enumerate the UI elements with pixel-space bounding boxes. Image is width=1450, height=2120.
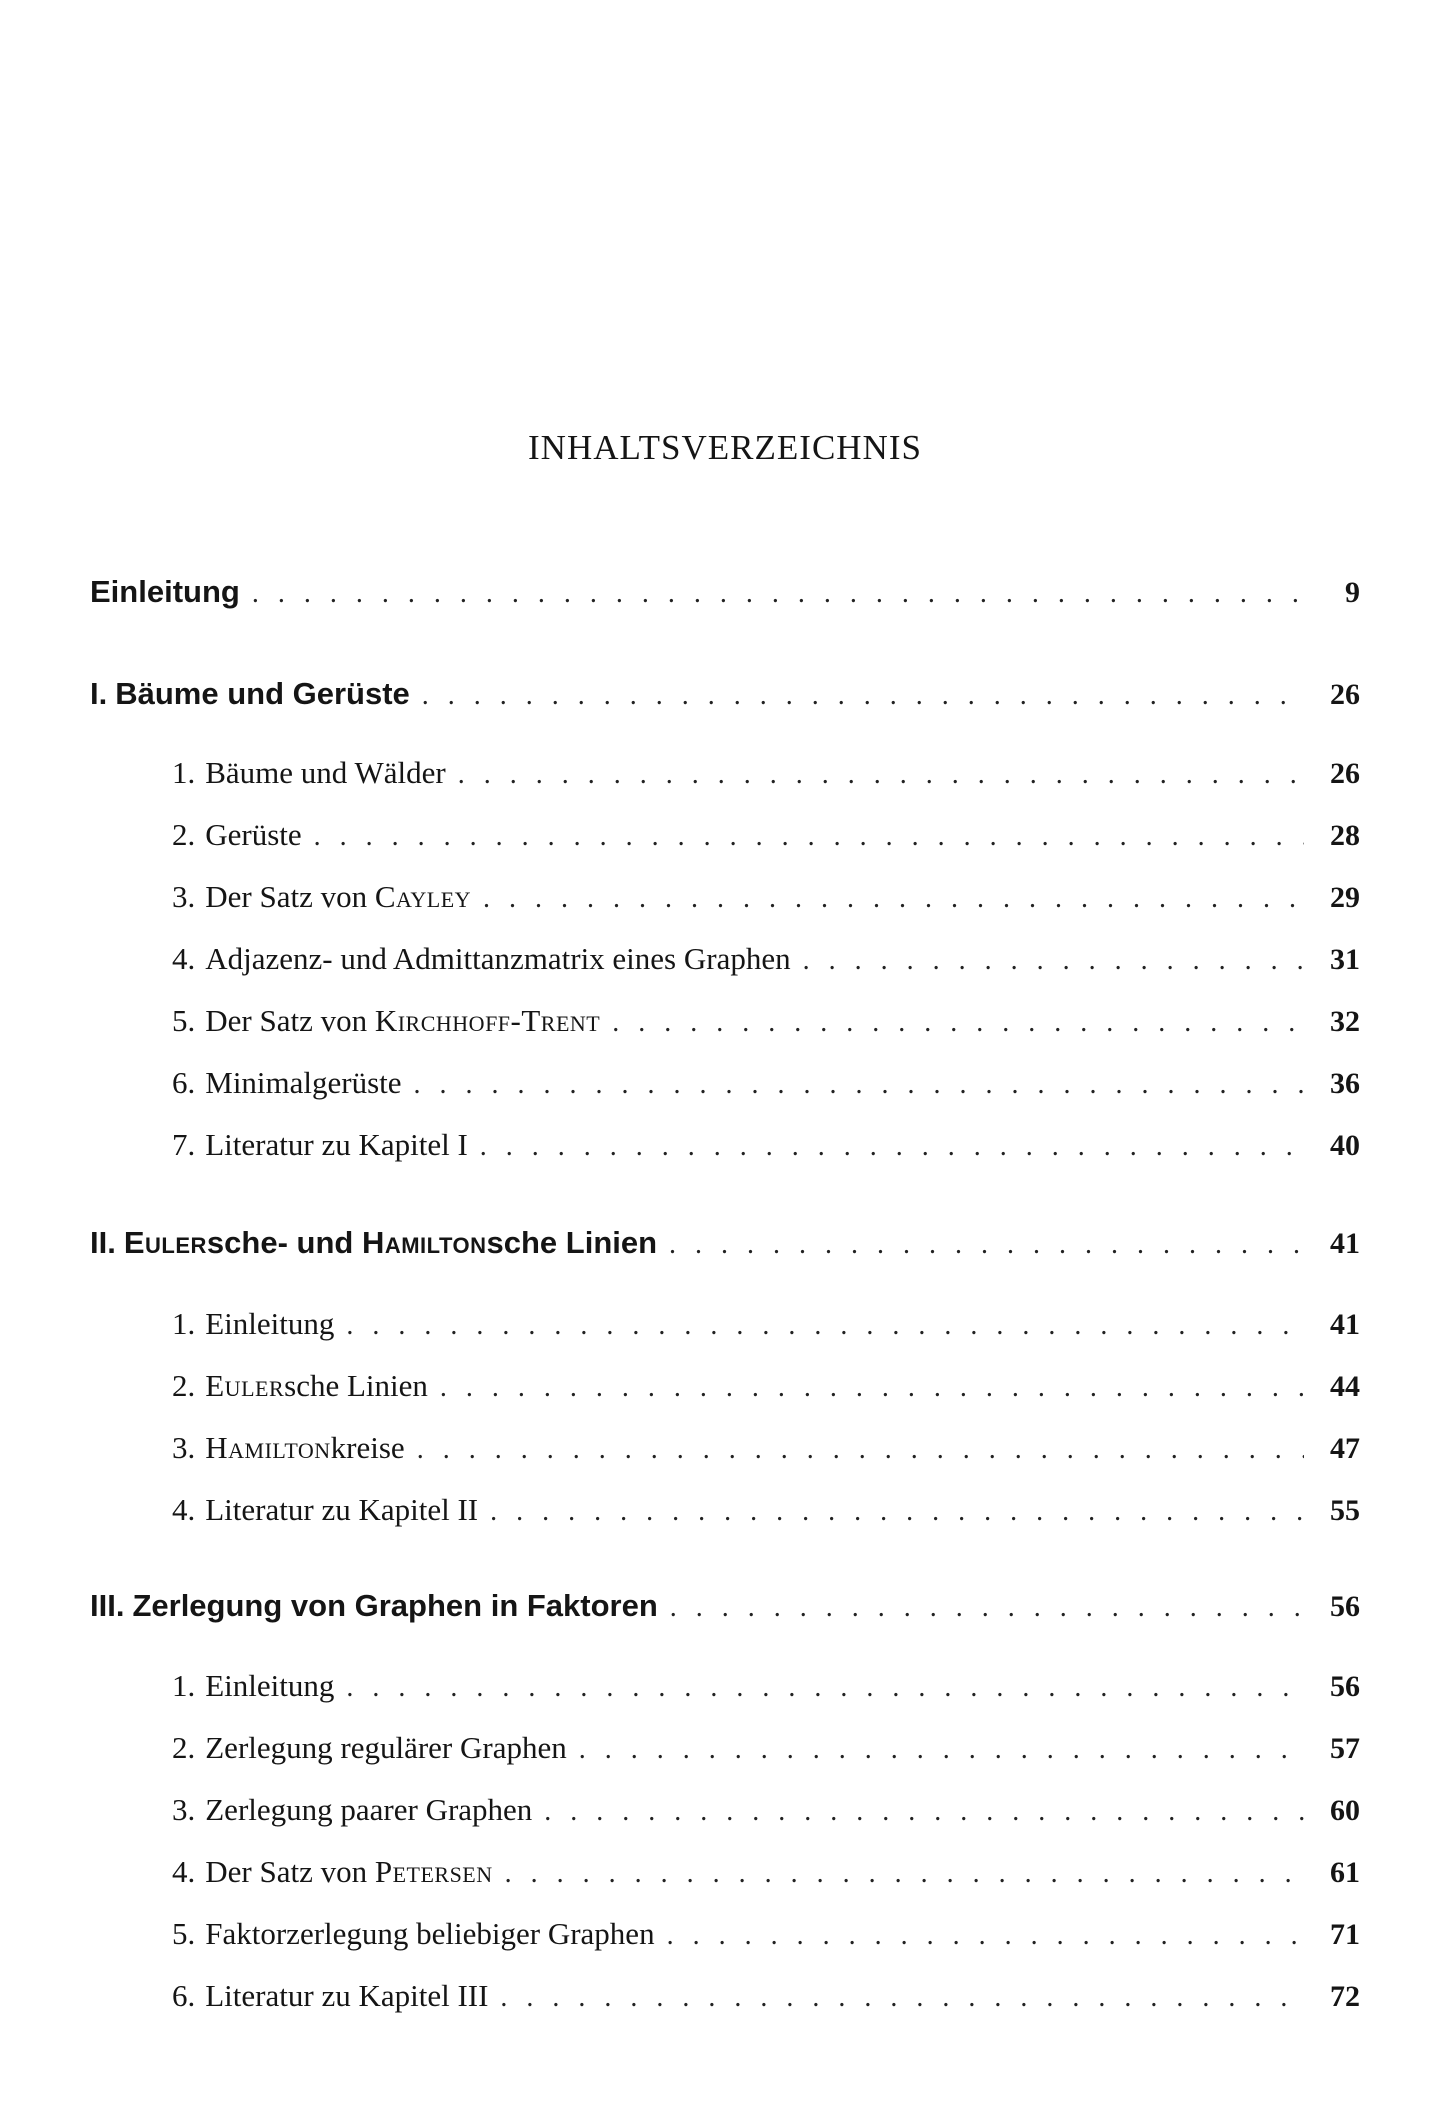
toc-label: Der Satz von Cayley — [205, 879, 472, 914]
toc-chapter-2[interactable] — [90, 1225, 1360, 1269]
author-name: Kirchhoff-Trent — [374, 1003, 601, 1038]
leader-dots — [440, 1372, 1304, 1404]
toc-entry-introduction[interactable] — [90, 574, 1360, 618]
toc-number: 4. — [172, 1492, 196, 1527]
toc-page-number: 32 — [1330, 1005, 1360, 1038]
author-name: Cayley — [374, 879, 472, 914]
toc-chapter-3[interactable] — [90, 1588, 1360, 1632]
toc-page-number: 57 — [1330, 1732, 1360, 1765]
toc-number: 3. — [172, 1792, 196, 1827]
toc-section[interactable] — [172, 1003, 1360, 1047]
toc-section[interactable] — [172, 1668, 1360, 1712]
toc-page-number: 72 — [1330, 1980, 1360, 2013]
author-name: Euler — [123, 1225, 207, 1260]
toc-page-number: 56 — [1330, 1590, 1360, 1623]
toc-section[interactable] — [172, 1492, 1360, 1536]
toc-number: 2. — [172, 1368, 196, 1403]
toc-number: 7. — [172, 1127, 196, 1162]
toc-page-number: 36 — [1330, 1067, 1360, 1100]
toc-label: Einleitung — [205, 1668, 335, 1703]
toc-page-number: 9 — [1345, 576, 1360, 609]
toc-number: III. — [90, 1588, 125, 1623]
leader-dots — [458, 759, 1304, 791]
toc-section[interactable] — [172, 817, 1360, 861]
author-name: Hamilton — [205, 1430, 331, 1465]
leader-dots — [612, 1007, 1304, 1039]
leader-dots — [505, 1858, 1304, 1890]
toc-label: Zerlegung regulärer Graphen — [205, 1730, 567, 1765]
toc-number: 6. — [172, 1065, 196, 1100]
toc-number: 1. — [172, 1306, 196, 1341]
toc-label: Der Satz von Kirchhoff-Trent — [205, 1003, 601, 1038]
toc-label: Literatur zu Kapitel II — [205, 1492, 479, 1527]
toc-label: Literatur zu Kapitel III — [205, 1978, 489, 2013]
toc-section[interactable] — [172, 879, 1360, 923]
leader-dots — [803, 945, 1304, 977]
toc-label: Einleitung — [90, 574, 240, 609]
toc-label: Gerüste — [205, 817, 302, 852]
leader-dots — [544, 1796, 1304, 1828]
toc-label: Adjazenz- und Admittanzmatrix eines Graphen — [205, 941, 791, 976]
toc-label: Eulersche Linien — [205, 1368, 428, 1403]
toc-number: 2. — [172, 817, 196, 852]
toc-label: Bäume und Gerüste — [115, 676, 410, 711]
page-title: INHALTSVERZEICHNIS — [528, 428, 922, 467]
toc-label: Der Satz von Petersen — [205, 1854, 493, 1889]
author-name: Hamilton — [361, 1225, 487, 1260]
toc-label: Eulersche- und Hamiltonsche Linien — [123, 1225, 658, 1260]
leader-dots — [422, 680, 1304, 712]
toc-page-number: 26 — [1330, 757, 1360, 790]
toc-label: Bäume und Wälder — [205, 755, 446, 790]
toc-page-number: 41 — [1330, 1308, 1360, 1341]
toc-label: Faktorzerlegung beliebiger Graphen — [205, 1916, 655, 1951]
leader-dots — [490, 1496, 1304, 1528]
toc-section[interactable] — [172, 1916, 1360, 1960]
toc-section[interactable] — [172, 1854, 1360, 1898]
toc-section[interactable] — [172, 1065, 1360, 1109]
toc-section[interactable] — [172, 1368, 1360, 1412]
toc-section[interactable] — [172, 1792, 1360, 1836]
toc-number: 4. — [172, 1854, 196, 1889]
toc-page-number: 56 — [1330, 1670, 1360, 1703]
toc-page-number: 61 — [1330, 1856, 1360, 1889]
toc-number: 3. — [172, 1430, 196, 1465]
leader-dots — [314, 821, 1304, 853]
toc-label: Zerlegung paarer Graphen — [205, 1792, 533, 1827]
toc-label: Hamiltonkreise — [205, 1430, 405, 1465]
toc-section[interactable] — [172, 1306, 1360, 1350]
toc-section[interactable] — [172, 1730, 1360, 1774]
toc-page-number: 47 — [1330, 1432, 1360, 1465]
leader-dots — [346, 1672, 1304, 1704]
toc-page-number: 44 — [1330, 1370, 1360, 1403]
toc-section[interactable] — [172, 1430, 1360, 1474]
leader-dots — [346, 1310, 1304, 1342]
leader-dots — [579, 1734, 1304, 1766]
toc-number: I. — [90, 676, 108, 711]
toc-page-number: 26 — [1330, 678, 1360, 711]
toc-page-number: 40 — [1330, 1129, 1360, 1162]
author-name: Euler — [205, 1368, 285, 1403]
toc-page-number: 41 — [1330, 1227, 1360, 1260]
author-name: Petersen — [374, 1854, 493, 1889]
leader-dots — [414, 1069, 1304, 1101]
toc-label: Einleitung — [205, 1306, 335, 1341]
leader-dots — [252, 578, 1319, 610]
toc-section[interactable] — [172, 941, 1360, 985]
toc-section[interactable] — [172, 1978, 1360, 2022]
toc-chapter-1[interactable] — [90, 676, 1360, 720]
toc-number: 1. — [172, 1668, 196, 1703]
leader-dots — [483, 883, 1304, 915]
leader-dots — [417, 1434, 1304, 1466]
toc-label: Minimalgerüste — [205, 1065, 402, 1100]
leader-dots — [667, 1920, 1304, 1952]
toc-number: 1. — [172, 755, 196, 790]
toc-label: Literatur zu Kapitel I — [205, 1127, 468, 1162]
toc-page-number: 31 — [1330, 943, 1360, 976]
leader-dots — [669, 1229, 1304, 1261]
leader-dots — [670, 1592, 1304, 1624]
toc-section[interactable] — [172, 1127, 1360, 1171]
toc-page-number: 28 — [1330, 819, 1360, 852]
toc-number: II. — [90, 1225, 116, 1260]
toc-number: 6. — [172, 1978, 196, 2013]
toc-page-number: 55 — [1330, 1494, 1360, 1527]
toc-section[interactable] — [172, 755, 1360, 799]
toc-label: Zerlegung von Graphen in Faktoren — [132, 1588, 658, 1623]
toc-number: 3. — [172, 879, 196, 914]
leader-dots — [500, 1982, 1304, 2014]
toc-number: 5. — [172, 1003, 196, 1038]
toc-page-number: 71 — [1330, 1918, 1360, 1951]
toc-page-number: 29 — [1330, 881, 1360, 914]
toc-number: 5. — [172, 1916, 196, 1951]
leader-dots — [480, 1131, 1304, 1163]
toc-number: 2. — [172, 1730, 196, 1765]
toc-page-number: 60 — [1330, 1794, 1360, 1827]
toc-number: 4. — [172, 941, 196, 976]
